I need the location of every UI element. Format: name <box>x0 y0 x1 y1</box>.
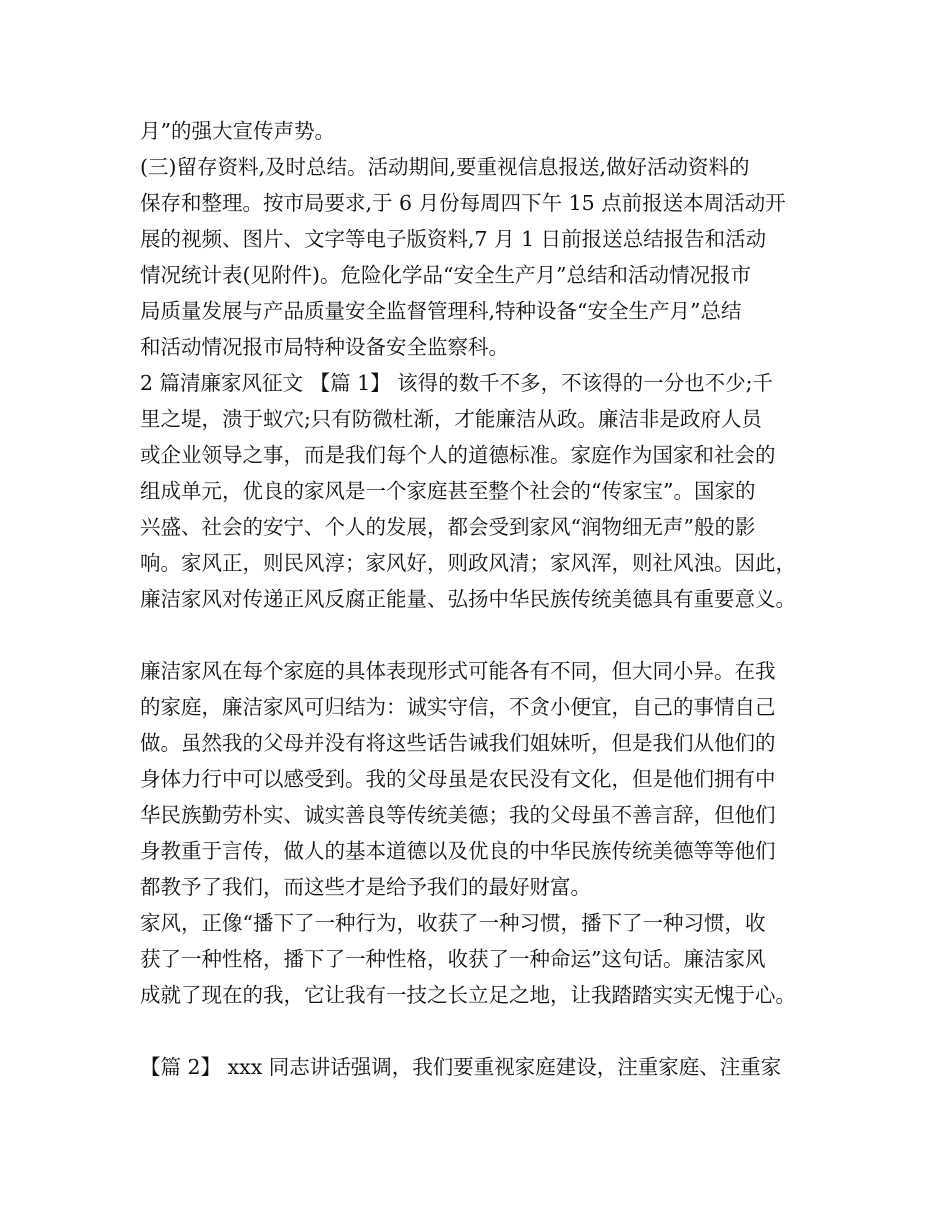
text-line: 廉洁家风在每个家庭的具体表现形式可能各有不同，但大同小异。在我 <box>140 659 776 683</box>
text-line: 情况统计表(见附件)。危险化学品“安全生产月”总结和活动情况报市 <box>140 263 751 287</box>
text-line: 展的视频、图片、文字等电子版资料,7 月 1 日前报送总结报告和活动 <box>140 227 767 251</box>
text-line: 局质量发展与产品质量安全监督管理科,特种设备“安全生产月”总结 <box>140 299 742 323</box>
paragraph-gap <box>140 1013 820 1049</box>
text-line: 家风，正像“播下了一种行为，收获了一种习惯，播下了一种习惯，收 <box>140 911 766 935</box>
document-body <box>140 113 820 1085</box>
text-line: 的家庭，廉洁家风可归结为：诚实守信，不贪小便宜，自己的事情自己 <box>140 695 776 719</box>
text-line: 2 篇清廉家风征文 【篇 1】 该得的数千不多，不该得的一分也不少;千 <box>140 371 774 395</box>
text-line: 身教重于言传，做人的基本道德以及优良的中华民族传统美德等等他们 <box>140 839 776 863</box>
text-line: 做。虽然我的父母并没有将这些话告诫我们姐妹听，但是我们从他们的 <box>140 731 776 755</box>
paragraph-gap <box>140 617 820 653</box>
text-line: 响。家风正，则民风淳；家风好，则政风清；家风浑，则社风浊。因此， <box>140 551 796 575</box>
text-line: 或企业领导之事，而是我们每个人的道德标准。家庭作为国家和社会的 <box>140 443 776 467</box>
text-line: 华民族勤劳朴实、诚实善良等传统美德；我的父母虽不善言辞，但他们 <box>140 803 776 827</box>
text-line: 廉洁家风对传递正风反腐正能量、弘扬中华民族传统美德具有重要意义。 <box>140 587 796 611</box>
text-line: 【篇 2】 xxx 同志讲话强调，我们要重视家庭建设，注重家庭、注重家 <box>140 1055 782 1079</box>
text-line: 和活动情况报市局特种设备安全监察科。 <box>140 335 509 359</box>
text-line: 月”的强大宣传声势。 <box>140 119 335 143</box>
text-line: 获了一种性格，播下了一种性格，收获了一种命运”这句话。廉洁家风 <box>140 947 766 971</box>
text-line: 身体力行中可以感受到。我的父母虽是农民没有文化，但是他们拥有中 <box>140 767 776 791</box>
text-line: 兴盛、社会的安宁、个人的发展，都会受到家风“润物细无声”般的影 <box>140 515 756 539</box>
text-line: 都教予了我们，而这些才是给予我们的最好财富。 <box>140 875 591 899</box>
text-line: (三)留存资料,及时总结。活动期间,要重视信息报送,做好活动资料的 <box>140 155 750 179</box>
text-line: 成就了现在的我，它让我有一技之长立足之地，让我踏踏实实无愧于心。 <box>140 983 796 1007</box>
text-line: 组成单元，优良的家风是一个家庭甚至整个社会的“传家宝”。国家的 <box>140 479 756 503</box>
text-line: 保存和整理。按市局要求,于 6 月份每周四下午 15 点前报送本周活动开 <box>140 191 786 215</box>
text-line: 里之堤，溃于蚁穴;只有防微杜渐，才能廉洁从政。廉洁非是政府人员 <box>140 407 762 431</box>
